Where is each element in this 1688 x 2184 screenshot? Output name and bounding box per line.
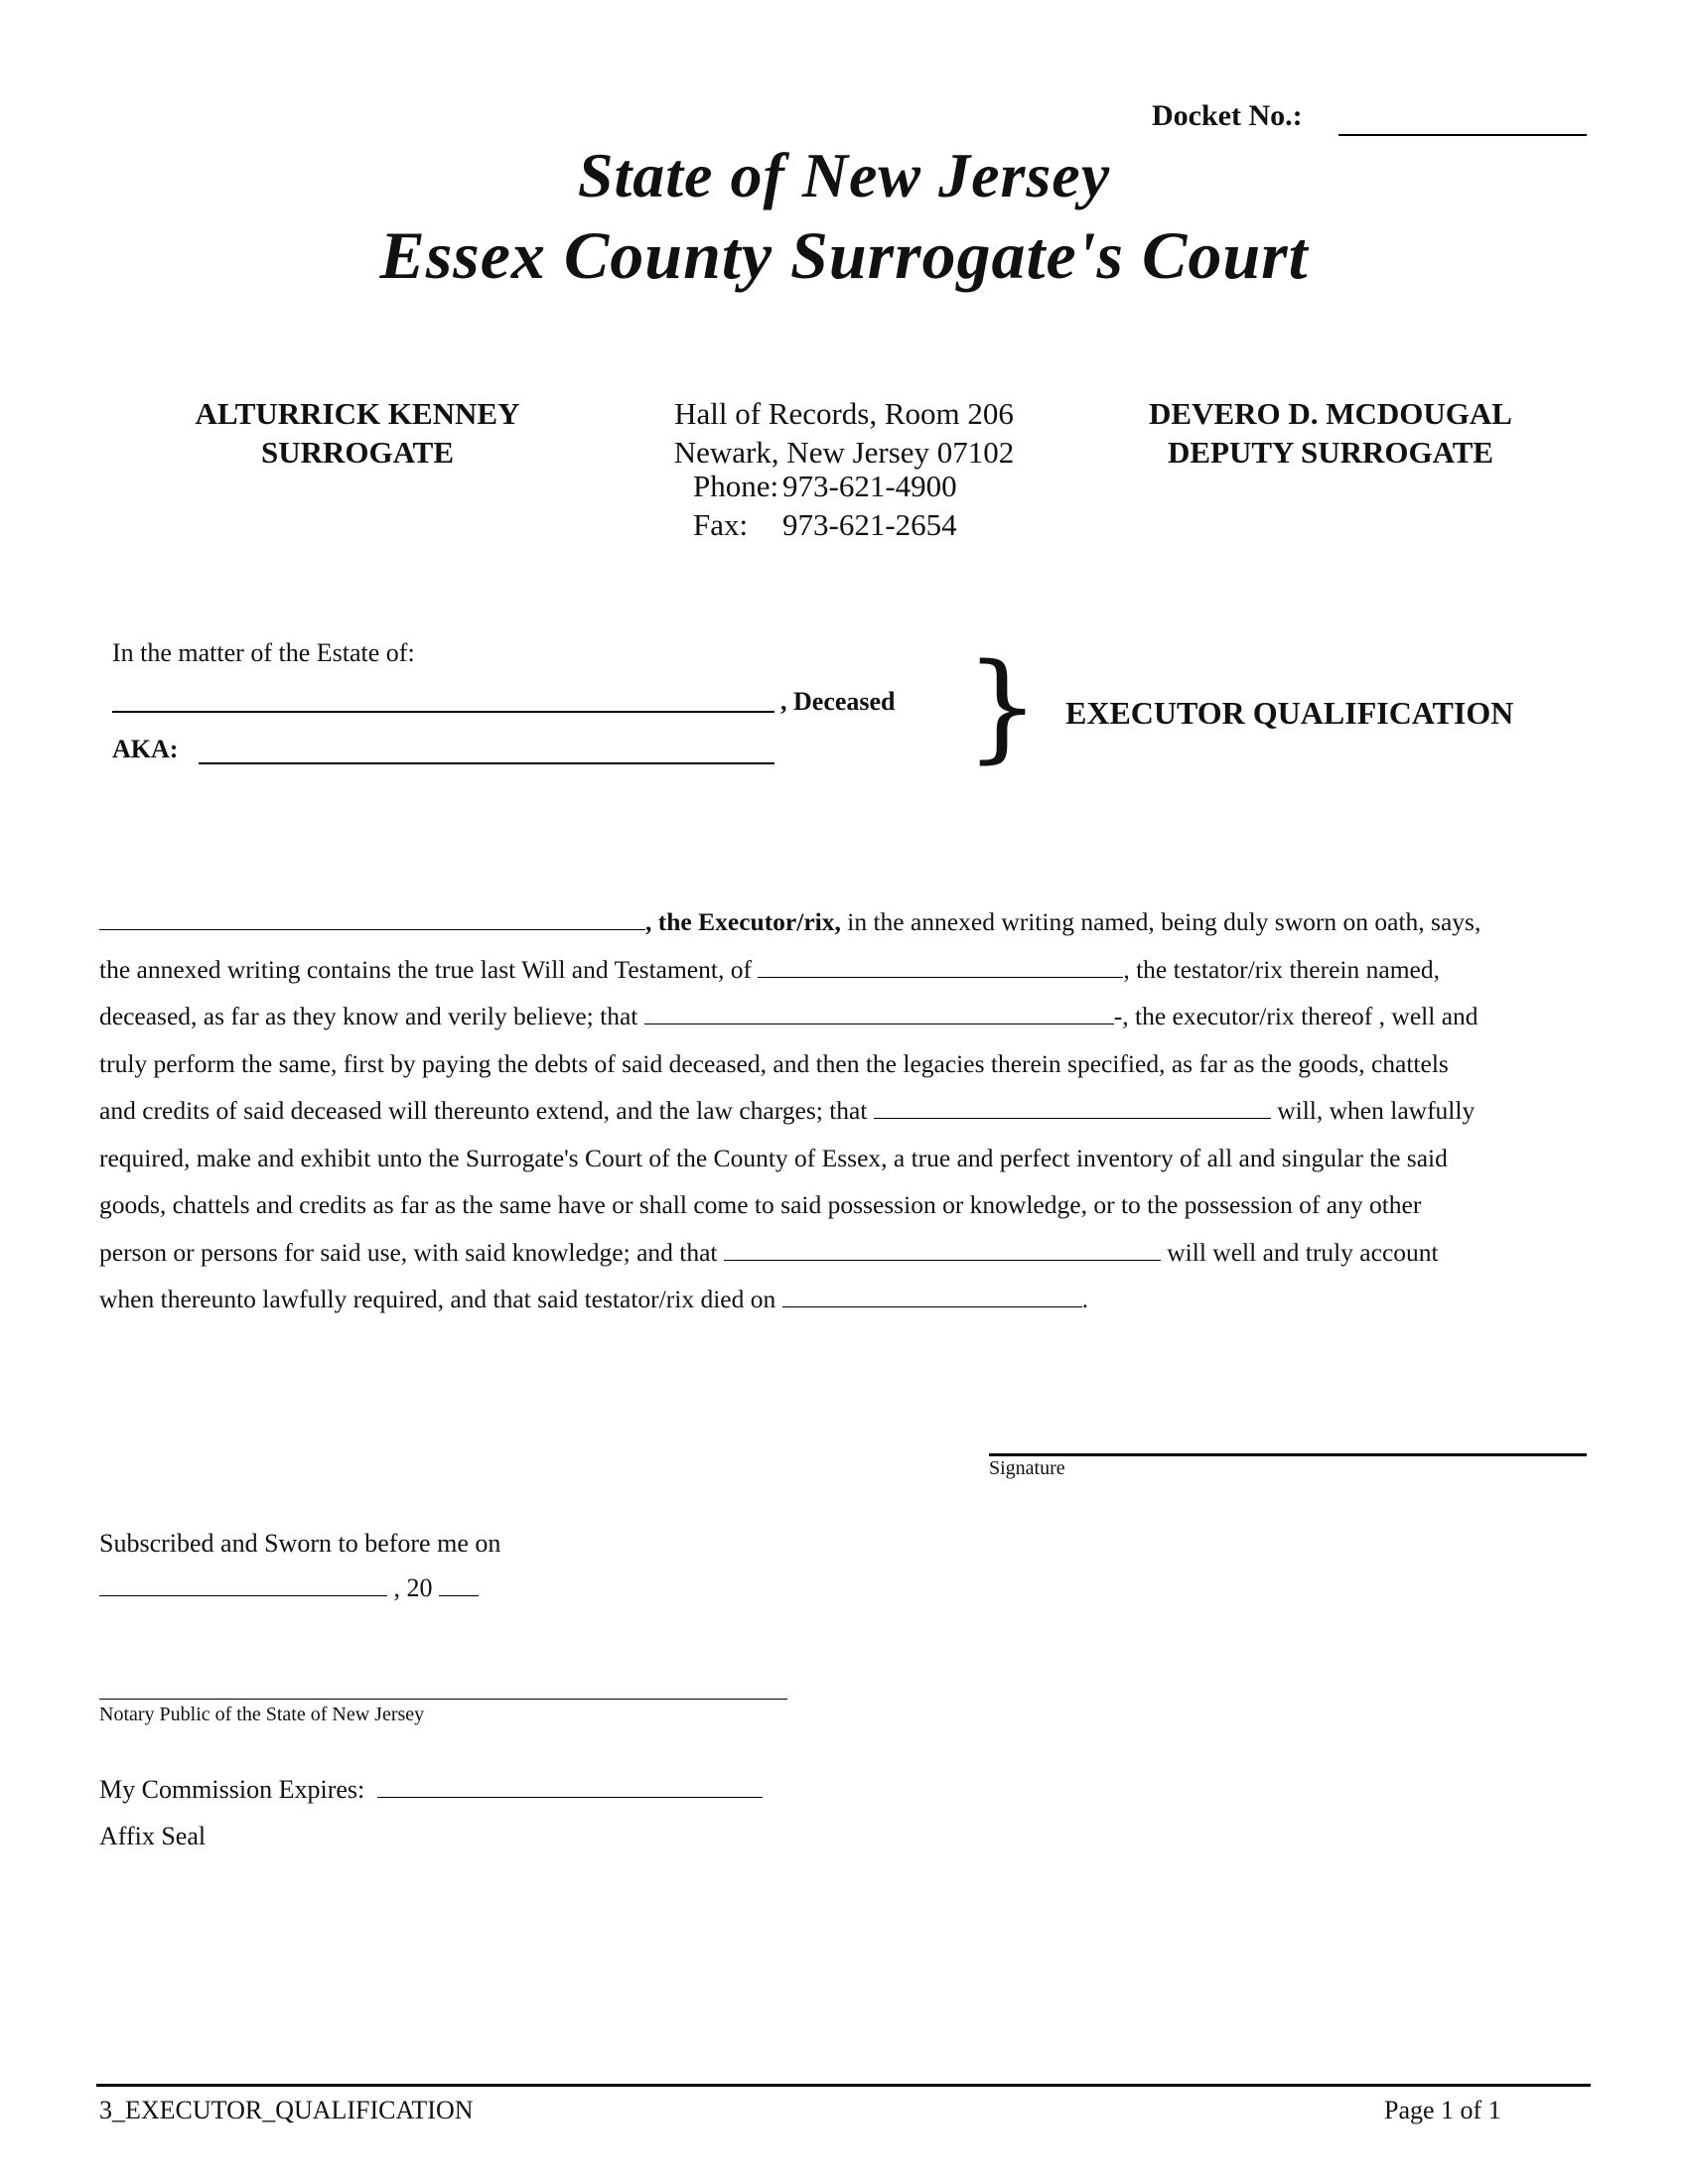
signature-field[interactable]	[989, 1453, 1587, 1456]
signature-label: Signature	[989, 1457, 1065, 1479]
sworn-date-field[interactable]	[99, 1575, 387, 1596]
docket-label: Docket No.:	[1152, 99, 1303, 132]
body-text-span: will, when lawfully	[1270, 1096, 1476, 1125]
sworn-year-field[interactable]	[439, 1575, 479, 1596]
affix-seal-label: Affix Seal	[99, 1822, 207, 1850]
body-line-3	[99, 993, 1589, 1040]
phone-label: Phone:	[693, 469, 779, 503]
deputy-title: DEPUTY SURROGATE	[1167, 435, 1494, 470]
aka-label: AKA:	[112, 735, 179, 763]
testator-name-field[interactable]	[758, 957, 1123, 978]
body-text-span: in the annexed writing named, being duly sworn on oath, says,	[840, 907, 1481, 936]
surrogate-title: SURROGATE	[260, 435, 455, 470]
body-text-span: -, the executor/rix thereof , well and	[1113, 1002, 1478, 1030]
executor-name-field-4[interactable]	[724, 1240, 1161, 1261]
body-text-span: deceased, as far as they know and verily believe; that	[99, 1002, 644, 1030]
executor-label: , the Executor/rix,	[645, 907, 841, 936]
state-title: State of New Jersey	[577, 140, 1111, 210]
body-line-5	[99, 1087, 1589, 1135]
body-text-span: person or persons for said use, with said knowledge; and that	[99, 1237, 724, 1267]
fax-label: Fax:	[693, 507, 749, 542]
date-of-death-field[interactable]	[782, 1287, 1082, 1307]
surrogate-name: ALTURRICK KENNEY	[195, 396, 520, 431]
surrogate-block	[159, 394, 556, 472]
body-text-span: and credits of said deceased will thereunto extend, and the law charges; that	[99, 1096, 874, 1125]
body-text-span: when thereunto lawfully required, and that said testator/rix died on	[99, 1285, 782, 1313]
sworn-date-row	[99, 1573, 479, 1603]
body-line-8	[99, 1229, 1589, 1277]
aka-field[interactable]	[199, 762, 774, 764]
body-line-2	[99, 946, 1589, 994]
body-line-4: truly perform the same, first by paying the debts of said deceased, and then the legacies therein specified, as far as the goods, chattels	[99, 1048, 1449, 1078]
deputy-block	[1092, 394, 1569, 472]
fax-number: 973-621-2654	[782, 507, 957, 542]
notary-label: Notary Public of the State of New Jersey	[99, 1704, 425, 1725]
decedent-name-field[interactable]	[112, 711, 774, 713]
address-line-1: Hall of Records, Room 206	[674, 396, 1014, 431]
body-line-7: goods, chattels and credits as far as the same have or shall come to said possession or knowledge, or to the possession of any other	[99, 1190, 1422, 1219]
address-line-2: Newark, New Jersey 07102	[673, 435, 1015, 470]
body-line-9	[99, 1276, 1589, 1323]
sworn-statement: Subscribed and Sworn to before me on	[99, 1529, 501, 1558]
oath-paragraph	[99, 898, 1589, 1323]
body-line-6: required, make and exhibit unto the Surrogate's Court of the County of Essex, a true and perfect inventory of all and singular the said	[99, 1143, 1448, 1172]
form-id: 3_EXECUTOR_QUALIFICATION	[99, 2096, 474, 2124]
page-number: Page 1 of 1	[1384, 2096, 1501, 2124]
body-text-span: , the testator/rix therein named,	[1123, 954, 1440, 984]
notary-signature-field[interactable]	[99, 1699, 787, 1700]
court-title: Essex County Surrogate's Court	[379, 217, 1309, 293]
docket-number-field[interactable]	[1338, 132, 1587, 136]
deputy-name: DEVERO D. MCDOUGAL	[1149, 396, 1512, 431]
body-text-span: the annexed writing contains the true last Will and Testament, of	[99, 954, 759, 984]
body-text-span: will well and truly account	[1160, 1237, 1439, 1267]
executor-name-field[interactable]	[99, 909, 645, 930]
contact-block	[693, 467, 981, 544]
commission-label: My Commission Expires:	[99, 1775, 365, 1804]
executor-name-field-2[interactable]	[644, 1004, 1114, 1024]
body-text-span: .	[1081, 1285, 1088, 1313]
body-line-1	[99, 898, 1589, 946]
document-title: EXECUTOR QUALIFICATION	[1065, 695, 1514, 731]
commission-expiry-field[interactable]	[377, 1777, 763, 1798]
executor-name-field-3[interactable]	[874, 1098, 1271, 1119]
commission-row	[99, 1775, 763, 1805]
estate-matter-label: In the matter of the Estate of:	[112, 638, 415, 667]
footer-rule	[96, 2084, 1591, 2087]
address-block	[616, 394, 1072, 472]
fax-row	[693, 505, 981, 544]
phone-number: 973-621-4900	[782, 469, 957, 503]
deceased-label: , Deceased	[780, 687, 896, 716]
caption-brace: }	[965, 637, 1041, 774]
year-prefix: , 20	[393, 1573, 433, 1602]
phone-row	[693, 467, 981, 505]
